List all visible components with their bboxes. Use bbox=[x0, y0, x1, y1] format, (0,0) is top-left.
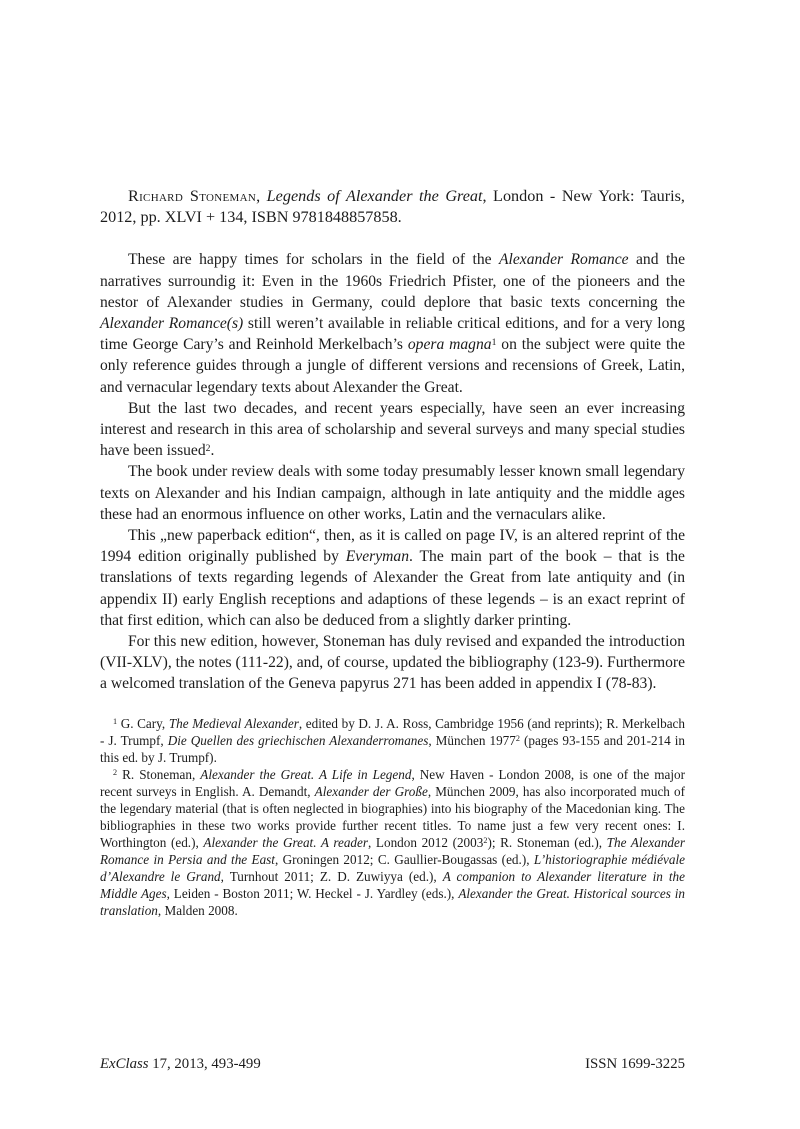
review-paragraph-1: These are happy times for scholars in the field of the Alexander Romance and the narratives surroundig it: Even in the 1960s Friedrich Pfister, one of the pioneers and the nestor of Alexander studies in Germany, could deplore that basic texts concerning the Alexander Romance(s) still weren’t available in reliable critical editions, and for a very long time George Cary’s and Reinhold Merkelbach’s opera magna$^1$ on the subject were quite the only reference guides through a jungle of different versions and recensions of Greek, Latin, and vernacular legendary texts about Alexander the Great. bbox=[100, 251, 686, 396]
review-paragraph-4: This „new paperback edition“, then, as it is called on page IV, is an altered reprint of the 1994 edition originally published by Everyman. The main part of the book – that is the translations of texts regarding legends of Alexander the Great from late antiquity and (in appendix II) early English receptions and adaptions of these legends – is an exact reprint of that first edition, which can also be deduced from a slightly darker printing. bbox=[100, 527, 685, 629]
review-content bbox=[100, 186, 685, 919]
journal-citation: ExClass 17, 2013, 493-499 bbox=[100, 1056, 261, 1072]
review-paragraph-2: But the last two decades, and recent years especially, have seen an ever increasing interest and research in this area of scholarship and several surveys and many special studies have been issued$^2$. bbox=[100, 399, 685, 460]
footnote-1: $^1$ G. Cary, The Medieval Alexander, edited by D. J. A. Ross, Cambridge 1956 (and reprints); R. Merkelbach - J. Trumpf, Die Quellen des griechischen Alexanderromanes, München 1977$^2$ (pages 93-155 and 201-214 in this ed. by J. Trumpf). bbox=[100, 715, 686, 765]
review-body bbox=[100, 249, 685, 694]
review-citation-heading: Richard Stoneman, Legends of Alexander the Great, London - New York: Tauris, 2012, pp. XLVI + 134, ISBN 9781848857858. bbox=[100, 187, 685, 227]
issn-label: ISSN 1699-3225 bbox=[585, 1056, 685, 1072]
review-paragraph-3: The book under review deals with some today presumably lesser known small legendary texts on Alexander and his Indian campaign, although in late antiquity and the middle ages these had an enormous influence on other works, Latin and the vernaculars alike. bbox=[100, 463, 685, 523]
review-paragraph-5: For this new edition, however, Stoneman has duly revised and expanded the introduction (VII-XLV), the notes (111-22), and, of course, updated the bibliography (123-9). Furthermore a welcomed translation of the Geneva papyrus 271 has been added in appendix I (78-83). bbox=[100, 633, 685, 693]
footnotes-section bbox=[100, 715, 685, 919]
page-footer bbox=[100, 1056, 685, 1073]
footnote-2: $^2$ R. Stoneman, Alexander the Great. A Life in Legend, New Haven - London 2008, is one of the major recent surveys in English. A. Demandt, Alexander der Große, München 2009, has also incorporated much of the legendary material (that is often neglected in biographies) into his biography of the Macedonian king. The bibliographies in these two works provide further recent titles. To name just a few very recent ones: I. Worthington (ed.), Alexander the Great. A reader, London 2012 (2003$^2$); R. Stoneman (ed.), The Alexander Romance in Persia and the East, Groningen 2012; C. Gaullier-Bougassas (ed.), L’historiographie médiévale d’Alexandre le Grand, Turnhout 2011; Z. D. Zuwiyya (ed.), A companion to Alexander literature in the Middle Ages, Leiden - Boston 2011; W. Heckel - J. Yardley (eds.), Alexander the Great. Historical sources in translation, Malden 2008. bbox=[100, 766, 686, 918]
